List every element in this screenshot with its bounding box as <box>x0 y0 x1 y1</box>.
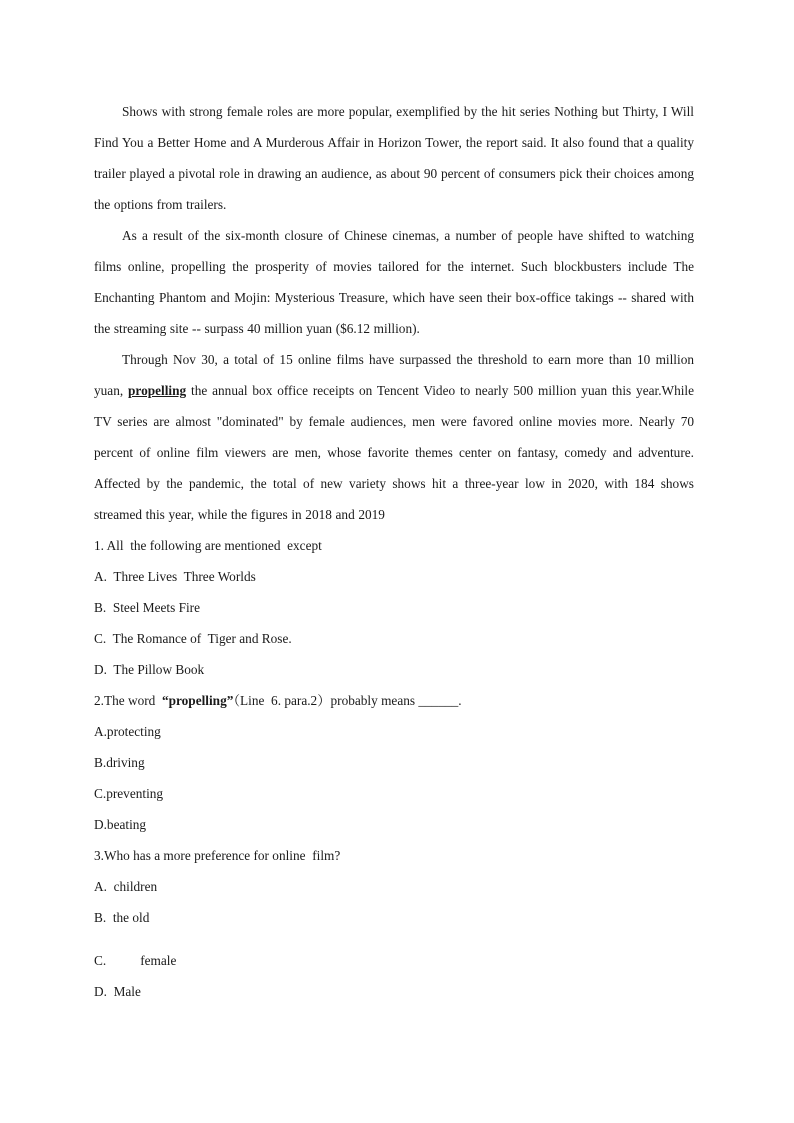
paragraph-3-end: the annual box office receipts on Tencent Video to nearly 500 million yuan this year.While TV series are almost "dominated" by female audiences, men were favored online movies more. Nearly 70 percent of online film viewers are men, whose favorite themes center on fantasy, comedy and adventure. Affected by the pandemic, the total of new variety shows hit a three-year low in 2020, with 184 shows streamed this year, while the figures in 2018 and 2019 <box>94 383 695 522</box>
question-3-option-c-text: female <box>140 953 177 968</box>
question-2-word: “propelling” <box>161 693 234 708</box>
question-3-option-a: A. children <box>94 879 158 894</box>
paragraph-3-start: Through Nov 30, a total of 15 online films have surpassed the threshold to earn more than 10 million yuan, <box>94 352 694 398</box>
question-3-option-c-letter: C. <box>94 953 107 968</box>
question-1-option-a: A. Three Lives Three Worlds <box>94 569 256 584</box>
question-3-stem: 3.Who has a more preference for online film? <box>94 848 341 863</box>
question-3-option-d: D. Male <box>94 984 141 999</box>
question-2-option-d: D.beating <box>94 817 147 832</box>
question-2-option-b: B.driving <box>94 755 145 770</box>
emphasized-word-propelling: propelling <box>128 383 187 398</box>
passage-paragraph-2: As a result of the six-month closure of Chinese cinemas, a number of people have shifted to watching films online, propelling the prosperity of movies tailored for the internet. Such blockbusters include The Enchanting Phantom and Mojin: Mysterious Treasure, which have seen their box-office takings -- shared with the streaming site -- surpass 40 million yuan ($6.12 million). <box>94 228 694 336</box>
passage-paragraph-1: Shows with strong female roles are more popular, exemplified by the hit series Nothing but Thirty, I Will Find You a Better Home and A Murderous Affair in Horizon Tower, the report said. It also found that a quality trailer played a pivotal role in drawing an audience, as about 90 percent of consumers pick their choices among the options from trailers. <box>94 104 694 212</box>
question-1 <box>94 530 694 685</box>
question-2 <box>94 685 694 840</box>
question-2-option-c: C.preventing <box>94 786 164 801</box>
question-3-option-b: B. the old <box>94 910 150 925</box>
question-1-option-c: C. The Romance of Tiger and Rose. <box>94 631 292 646</box>
question-2-stem <box>94 685 694 716</box>
passage-paragraph-3 <box>94 344 694 530</box>
question-3 <box>94 840 694 1007</box>
question-3-option-c <box>94 945 694 976</box>
question-1-option-d: D. The Pillow Book <box>94 662 205 677</box>
question-1-stem: 1. All the following are mentioned except <box>94 538 322 553</box>
question-2-option-a: A.protecting <box>94 724 161 739</box>
question-2-suffix: （Line 6. para.2）probably means ______. <box>233 693 462 708</box>
document-page <box>94 96 694 1007</box>
question-1-option-b: B. Steel Meets Fire <box>94 600 200 615</box>
question-2-prefix: 2.The word <box>94 693 162 708</box>
